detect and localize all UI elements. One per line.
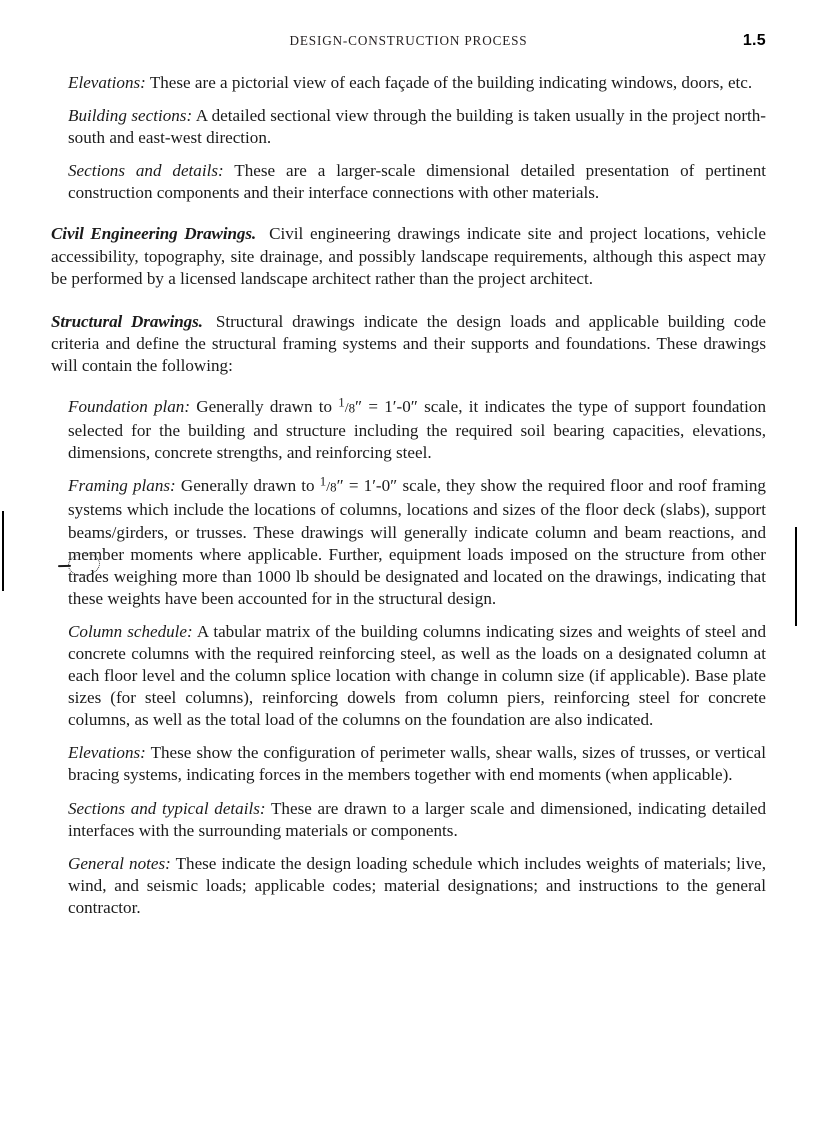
paragraph-text: Civil engineering drawings indicate site and project locations, vehicle accessibility, topography, site drainage, and possibly landscape requirements, although this aspect may be performed by a licensed landscape architect rather than the project architect. xyxy=(51,224,766,288)
paragraph-column-schedule xyxy=(68,621,766,731)
run-in-head-elevations-2: Elevations: xyxy=(68,743,146,763)
paragraph-building-sections xyxy=(68,105,766,149)
run-in-head-sections-and-typical-details: Sections and typical details: xyxy=(68,798,266,818)
page-body xyxy=(51,72,766,919)
paragraph-text: A tabular matrix of the building columns indicating sizes and weights of steel and concrete columns with the required reinforcing steel, as well as the loads on a designated column at each floor level and the column splice location with change in column size (if applicable). Base plate sizes (for steel columns), reinforcing dowels from column piers, reinforcing steel for concrete columns, as well as the total load of the columns on the foundation are also indicated. xyxy=(68,621,767,730)
fraction-numerator: 1 xyxy=(338,395,345,410)
run-in-head-sections-and-details: Sections and details: xyxy=(68,161,224,181)
run-in-head-foundation-plan: Foundation plan: xyxy=(68,397,191,417)
paragraph-text-after-scale: scale, they show the required floor and roof framing systems which include the locations of columns, locations and sizes of the floor deck (slabs), support beams/girders, or trusses. These drawings will generally indicate column and beam reactions, and member moments where applicable. Further, equipment loads imposed on the structure from other trades weighing more than 1000 lb should be designated and located on the drawings, indicating that these weights have been accounted for in the structural design. xyxy=(68,476,766,608)
paragraph-elevations-1 xyxy=(68,72,766,94)
run-in-head-elevations-1: Elevations: xyxy=(68,73,146,92)
run-in-head-general-notes: General notes: xyxy=(68,853,171,873)
left-edge-mark xyxy=(2,511,4,591)
paragraph-text-after-scale: scale, it indicates the type of support foundation selected for the building and structure including the required soil bearing capacities, elevations, dimensions, concrete strengths, and reinforcing steel. xyxy=(68,397,767,463)
run-in-head-building-sections: Building sections: xyxy=(68,106,193,126)
feet-inches-value: 1′-0″ xyxy=(384,397,418,417)
fraction-denominator: 8 xyxy=(348,401,356,416)
paragraph-foundation-plan xyxy=(68,396,766,464)
paragraph-text: These show the configuration of perimeter walls, shear walls, sizes of trusses, or vertical bracing systems, indicating forces in the members together with end moments (when applicable). xyxy=(68,743,766,785)
running-head-title: DESIGN-CONSTRUCTION PROCESS xyxy=(289,33,528,48)
fraction-slash: / xyxy=(326,480,331,496)
paragraph-sections-and-typical-details xyxy=(68,798,766,842)
inch-mark: ″ xyxy=(355,397,363,417)
paragraph-text: A detailed sectional view through the building is taken usually in the project north-south and east-west direction. xyxy=(68,106,766,148)
equals-sign: = xyxy=(348,476,359,496)
paragraph-general-notes xyxy=(68,853,766,919)
section-civil-engineering-drawings xyxy=(51,223,766,289)
fraction-numerator: 1 xyxy=(319,474,327,489)
paragraph-text-before-scale: Generally drawn to xyxy=(175,476,320,496)
fraction-slash: / xyxy=(344,401,349,417)
section-heading-civil-engineering-drawings: Civil Engineering Drawings. xyxy=(51,224,257,244)
run-in-head-framing-plans: Framing plans: xyxy=(68,476,176,496)
section-structural-drawings xyxy=(51,311,766,377)
scale-fraction xyxy=(319,474,337,496)
paragraph-text: These are drawn to a larger scale and dimensioned, indicating detailed interfaces with the surrounding materials or components. xyxy=(68,798,766,840)
page-number: 1.5 xyxy=(742,32,766,49)
paragraph-text: These are a pictorial view of each façade of the building indicating windows, doors, etc. xyxy=(145,73,753,92)
paragraph-sections-and-details xyxy=(68,160,766,204)
equals-sign: = xyxy=(368,397,379,417)
scale-fraction xyxy=(338,395,356,417)
paragraph-framing-plans xyxy=(68,475,766,610)
feet-inches-value: 1′-0″ xyxy=(363,476,398,496)
paragraph-text: These indicate the design loading schedule which includes weights of materials; live, wind, and seismic loads; applicable codes; material designations; and instructions to the general contractor. xyxy=(68,853,767,917)
paragraph-text-before-scale: Generally drawn to xyxy=(190,397,339,417)
fraction-denominator: 8 xyxy=(330,480,337,495)
paragraph-text: Structural drawings indicate the design loads and applicable building code criteria and define the structural framing systems and their supports and foundations. These drawings will contain the following: xyxy=(51,311,767,375)
section-heading-structural-drawings: Structural Drawings. xyxy=(51,311,203,331)
inch-mark: ″ xyxy=(336,476,344,496)
running-head xyxy=(51,33,766,53)
run-in-head-column-schedule: Column schedule: xyxy=(68,621,193,641)
paragraph-text: These are a larger-scale dimensional detailed presentation of pertinent construction components and their interface connections with other materials. xyxy=(68,161,766,203)
right-edge-mark xyxy=(795,527,797,626)
paragraph-elevations-2 xyxy=(68,742,766,786)
